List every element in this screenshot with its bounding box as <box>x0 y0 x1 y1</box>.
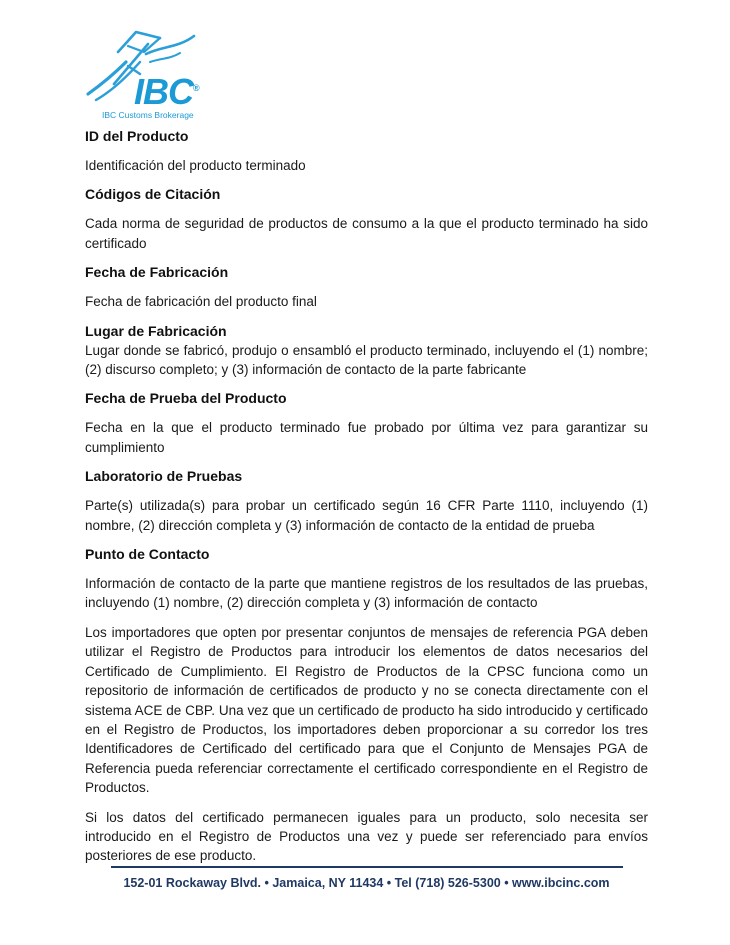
paragraph-id-del-producto: Identificación del producto terminado <box>85 158 306 173</box>
heading-punto-de-contacto: Punto de Contacto <box>85 546 210 563</box>
paragraph-punto-de-contacto: Información de contacto de la parte que mantiene registros de los resultados de las pruebas, incluyendo (1) nombre, (2) dirección completa y (3) información de contacto <box>85 576 648 611</box>
heading-codigos-de-citacion: Códigos de Citación <box>85 186 221 203</box>
heading-id-del-producto: ID del Producto <box>85 128 189 144</box>
page-footer <box>85 866 648 890</box>
document-body <box>85 127 648 876</box>
paragraph-registro-de-productos: Los importadores que opten por presentar conjuntos de mensajes de referencia PGA deben utilizar el Registro de Productos para introducir los elementos de datos necesarios del Certificado de Cumplimiento. El Registro de Productos de la CPSC funciona como un repositorio de información de certificados de producto y no se conecta directamente con el sistema ACE de CBP. Una vez que un certificado de producto ha sido introducido y certificado en el Registro de Productos, los importadores deben proporcionar a su corredor los tres Identificadores de Certificado del certificado para que el Conjunto de Mensajes PGA de Referencia pueda referenciar correctamente el certificado correspondiente en el Registro de Productos. <box>85 624 648 796</box>
ibc-logo <box>84 22 218 122</box>
paragraph-fecha-de-prueba: Fecha en la que el producto terminado fue probado por última vez para garantizar su cumplimiento <box>85 420 648 455</box>
logo-wordmark: IBC® <box>134 71 200 112</box>
paragraph-fecha-de-fabricacion: Fecha de fabricación del producto final <box>85 294 317 310</box>
heading-laboratorio-de-pruebas: Laboratorio de Pruebas <box>85 468 243 485</box>
paragraph-laboratorio-de-pruebas: Parte(s) utilizada(s) para probar un certificado según 16 CFR Parte 1110, incluyendo (1) nombre, (2) dirección completa y (3) información de contacto de la entidad de prueba <box>85 498 648 533</box>
footer-divider <box>111 866 623 868</box>
paragraph-codigos-de-citacion: Cada norma de seguridad de productos de consumo a la que el producto terminado ha sido certificado <box>85 216 648 251</box>
footer-contact-line: 152-01 Rockaway Blvd. • Jamaica, NY 11434 • Tel (718) 526-5300 • www.ibcinc.com <box>123 876 610 890</box>
registered-mark: ® <box>193 83 200 93</box>
heading-fecha-de-prueba: Fecha de Prueba del Producto <box>85 390 287 407</box>
logo-tagline: IBC Customs Brokerage <box>102 110 194 120</box>
heading-lugar-de-fabricacion: Lugar de Fabricación <box>85 322 227 339</box>
paragraph-lugar-de-fabricacion: Lugar donde se fabricó, produjo o ensambló el producto terminado, incluyendo el (1) nombre; (2) discurso completo; y (3) información de contacto de la parte fabricante <box>85 342 648 378</box>
paragraph-datos-certificado: Si los datos del certificado permanecen iguales para un producto, solo necesita ser introducido en el Registro de Productos una vez y puede ser referenciado para envíos posteriores de ese producto. <box>85 809 648 864</box>
heading-fecha-de-fabricacion: Fecha de Fabricación <box>85 264 229 281</box>
